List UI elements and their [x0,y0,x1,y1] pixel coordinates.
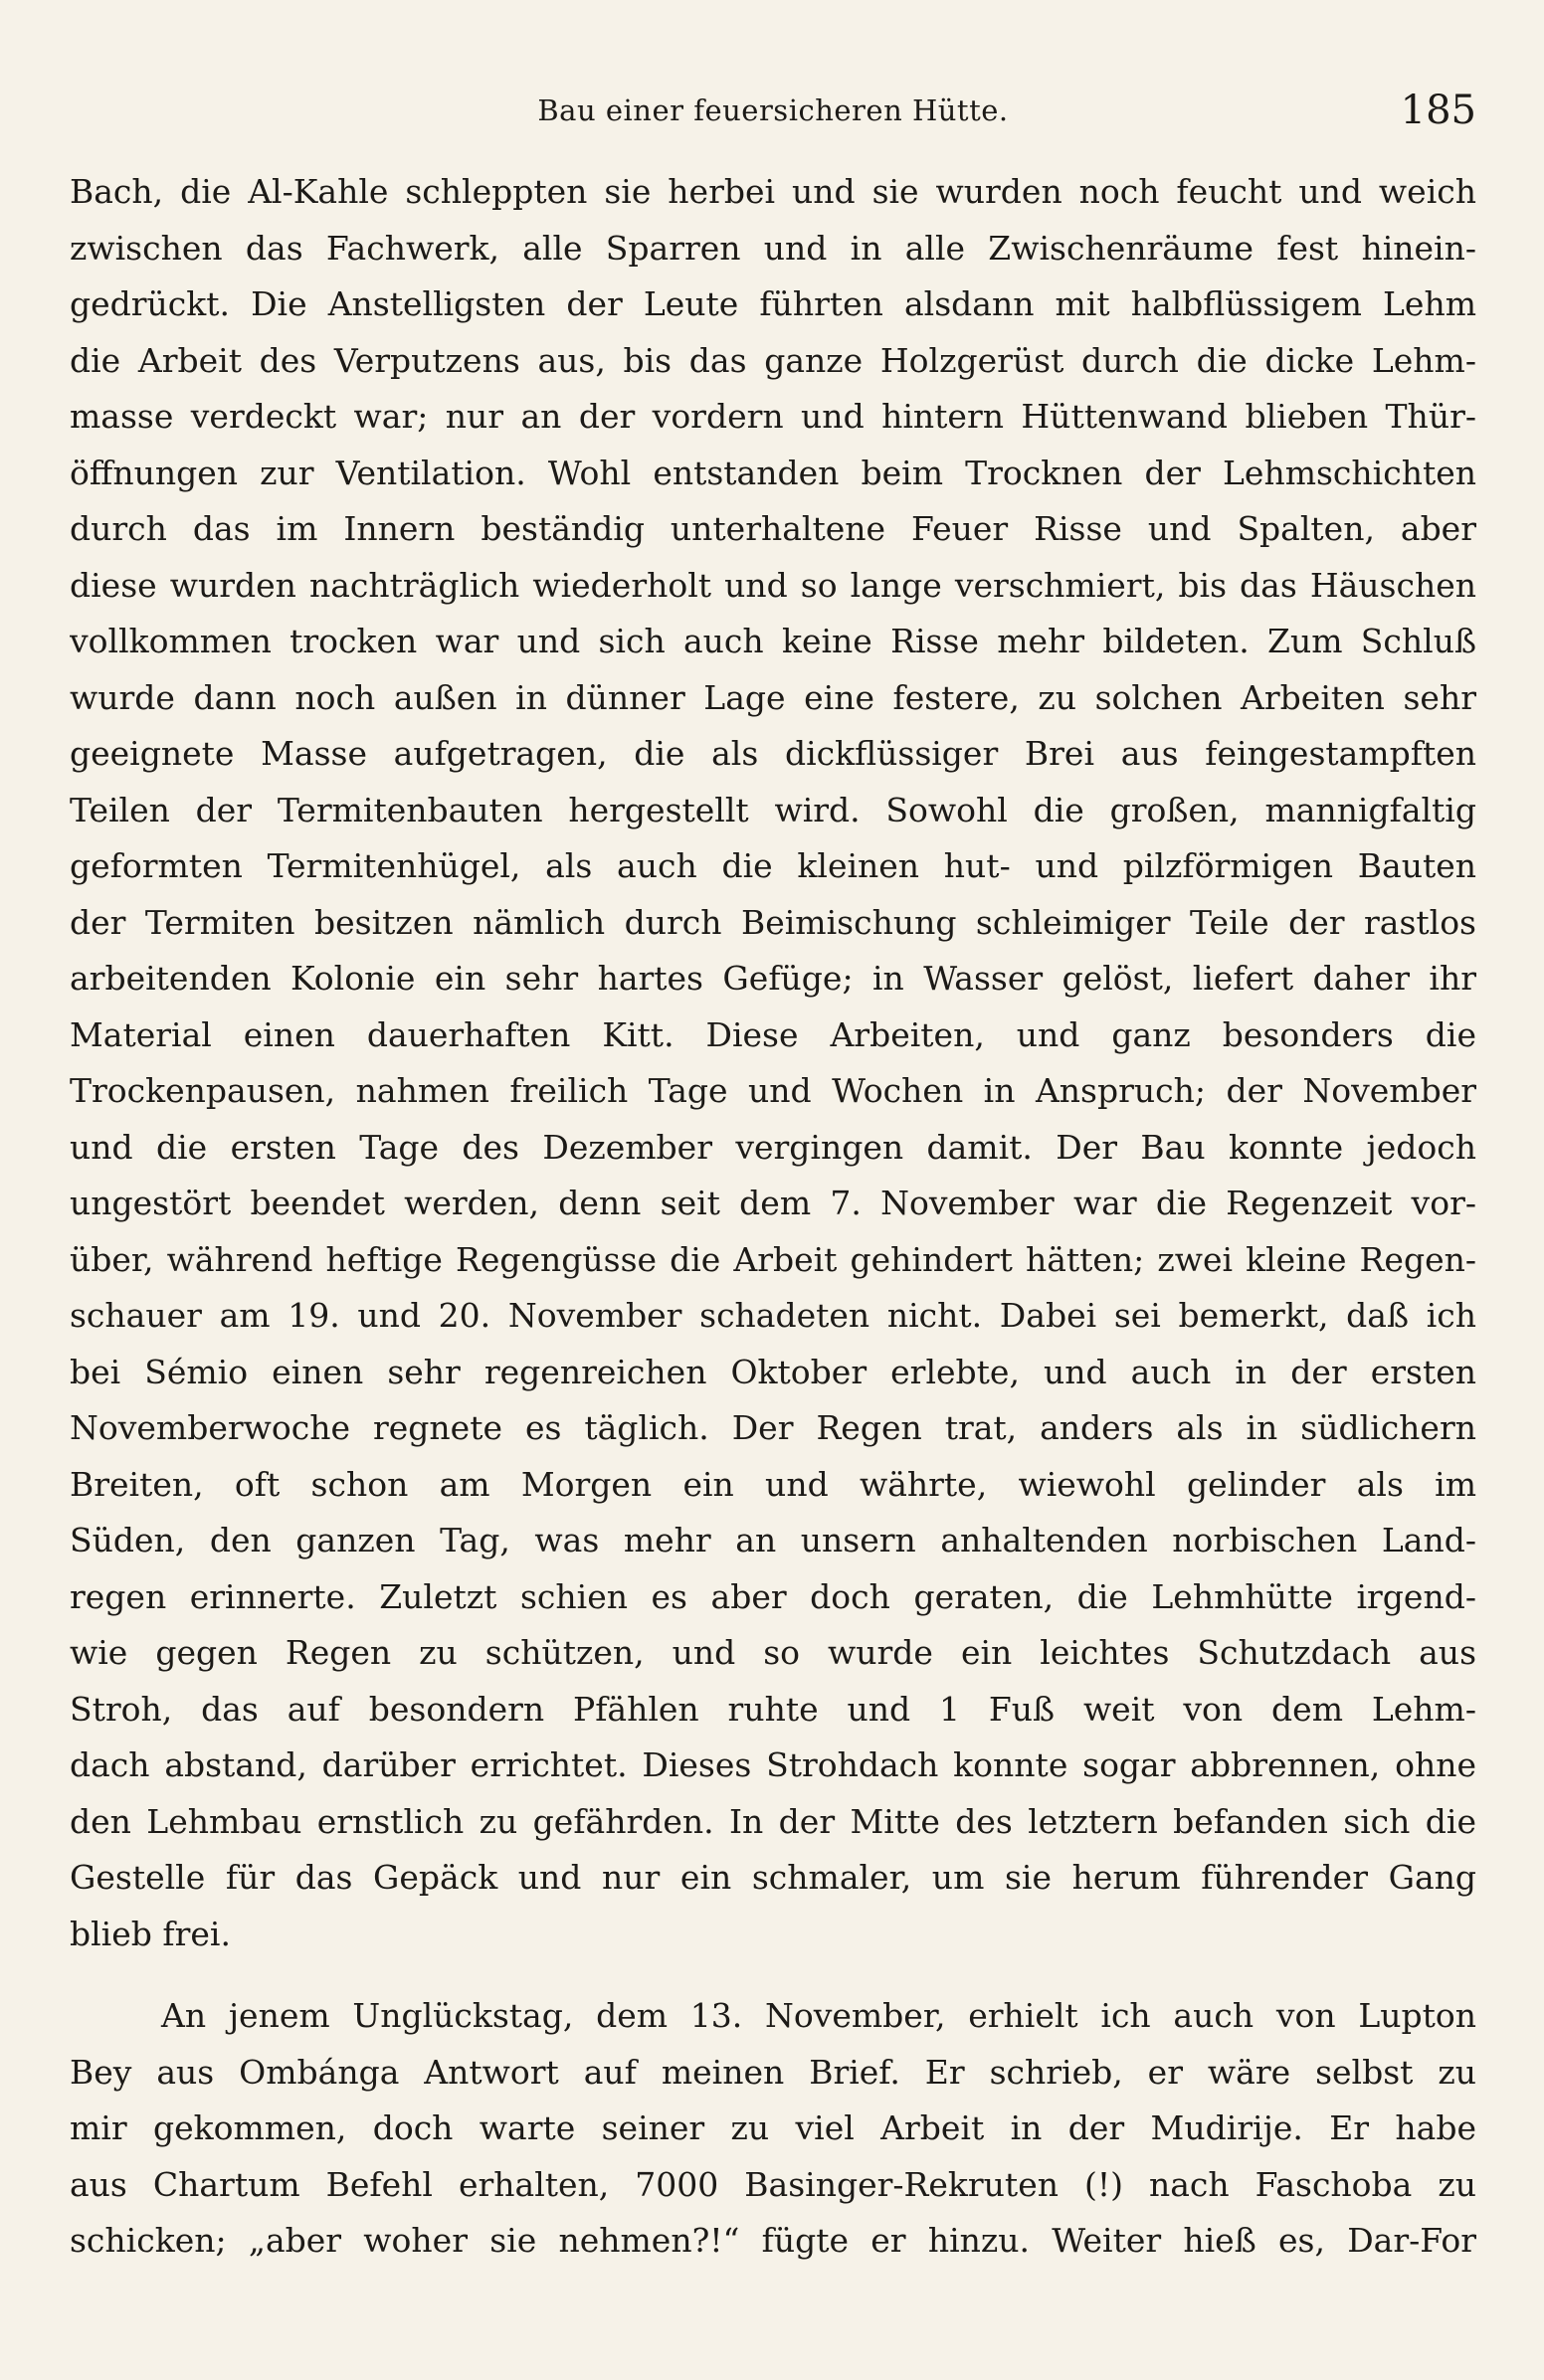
text-line: Breiten, oft schon am Morgen ein und währte, wiewohl gelinder als im [70,1464,1476,1504]
text-line: bei Sémio einen sehr regenreichen Oktober erlebte, und auch in der ersten [70,1352,1476,1391]
text-line: Bey aus Ombánga Antwort auf meinen Brief. Er schrieb, er wäre selbst zu [70,2052,1476,2092]
text-line: Trockenpausen, nahmen freilich Tage und Wochen in Anspruch; der November [70,1071,1476,1110]
text-line: Material einen dauerhaften Kitt. Diese Arbeiten, und ganz besonders die [70,1014,1476,1054]
text-line: zwischen das Fachwerk, alle Sparren und in alle Zwischenräume fest hinein- [70,228,1476,268]
text-line: vollkommen trocken war und sich auch keine Risse mehr bildeten. Zum Schluß [70,622,1476,660]
text-line: aus Chartum Befehl erhalten, 7000 Basinger-Rekruten (!) nach Faschoba zu [70,2164,1476,2204]
text-line: geeignete Masse aufgetragen, die als dickflüssiger Brei aus feingestampften [70,734,1476,773]
text-line: Süden, den ganzen Tag, was mehr an unsern anhaltenden norbischen Land- [70,1521,1476,1559]
text-line: Teilen der Termitenbauten hergestellt wird. Sowohl die großen, mannigfaltig [70,790,1476,829]
page-header [70,88,1476,137]
text-line: schicken; „aber woher sie nehmen?!“ fügte er hinzu. Weiter hieß es, Dar-For [70,2221,1476,2260]
text-line: Gestelle für das Gepäck und nur ein schmaler, um sie herum führender Gang [70,1858,1476,1897]
text-line: diese wurden nachträglich wiederholt und so lange verschmiert, bis das Häuschen [70,565,1476,605]
text-line: Bach, die Al-Kahle schleppten sie herbei und sie wurden noch feucht und weich [70,172,1476,211]
text-line: masse verdeckt war; nur an der vordern und hintern Hüttenwand blieben Thür- [70,397,1476,436]
text-line: Novemberwoche regnete es täglich. Der Regen trat, anders als in südlichern [70,1408,1476,1447]
text-line: die Arbeit des Verputzens aus, bis das ganze Holzgerüst durch die dicke Lehm- [70,340,1476,380]
page-number: 185 [1400,88,1476,133]
text-line: der Termiten besitzen nämlich durch Beimischung schleimiger Teile der rastlos [70,902,1476,942]
text-line: durch das im Innern beständig unterhaltene Feuer Risse und Spalten, aber [70,509,1476,548]
text-line: blieb frei. [70,1914,231,1953]
paragraph-gap [70,1962,1476,1988]
text-line: den Lehmbau ernstlich zu gefährden. In der Mitte des letztern befanden sich die [70,1801,1476,1841]
text-line: wurde dann noch außen in dünner Lage eine festere, zu solchen Arbeiten sehr [70,677,1476,717]
text-line: öffnungen zur Ventilation. Wohl entstanden beim Trocknen der Lehmschichten [70,453,1476,492]
page-body [70,164,1476,2270]
text-line: regen erinnerte. Zuletzt schien es aber doch geraten, die Lehmhütte irgend- [70,1576,1476,1616]
text-line: und die ersten Tage des Dezember vergingen damit. Der Bau konnte jedoch [70,1127,1476,1167]
text-line: über, während heftige Regengüsse die Arbeit gehindert hätten; zwei kleine Regen- [70,1239,1476,1279]
text-line: mir gekommen, doch warte seiner zu viel Arbeit in der Mudirije. Er habe [70,2108,1476,2147]
paragraph [70,164,1476,1962]
text-line: arbeitenden Kolonie ein sehr hartes Gefüge; in Wasser gelöst, liefert daher ihr [70,959,1476,998]
paragraph [70,1988,1476,2270]
text-line: geformten Termitenhügel, als auch die kleinen hut- und pilzförmigen Bauten [70,846,1476,885]
running-head: Bau einer feuersicheren Hütte. [537,93,1009,127]
text-line: ungestört beendet werden, denn seit dem 7. November war die Regenzeit vor- [70,1184,1476,1222]
text-line: dach abstand, darüber errichtet. Dieses Strohdach konnte sogar abbrennen, ohne [70,1745,1476,1784]
text-line: An jenem Unglückstag, dem 13. November, erhielt ich auch von Lupton [161,1996,1476,2035]
text-line: Stroh, das auf besondern Pfählen ruhte und 1 Fuß weit von dem Lehm- [70,1689,1476,1729]
text-line: wie gegen Regen zu schützen, und so wurde ein leichtes Schutzdach aus [70,1633,1476,1672]
text-line: schauer am 19. und 20. November schadeten nicht. Dabei sei bemerkt, daß ich [70,1296,1476,1335]
text-line: gedrückt. Die Anstelligsten der Leute führten alsdann mit halbflüssigem Lehm [70,284,1476,323]
